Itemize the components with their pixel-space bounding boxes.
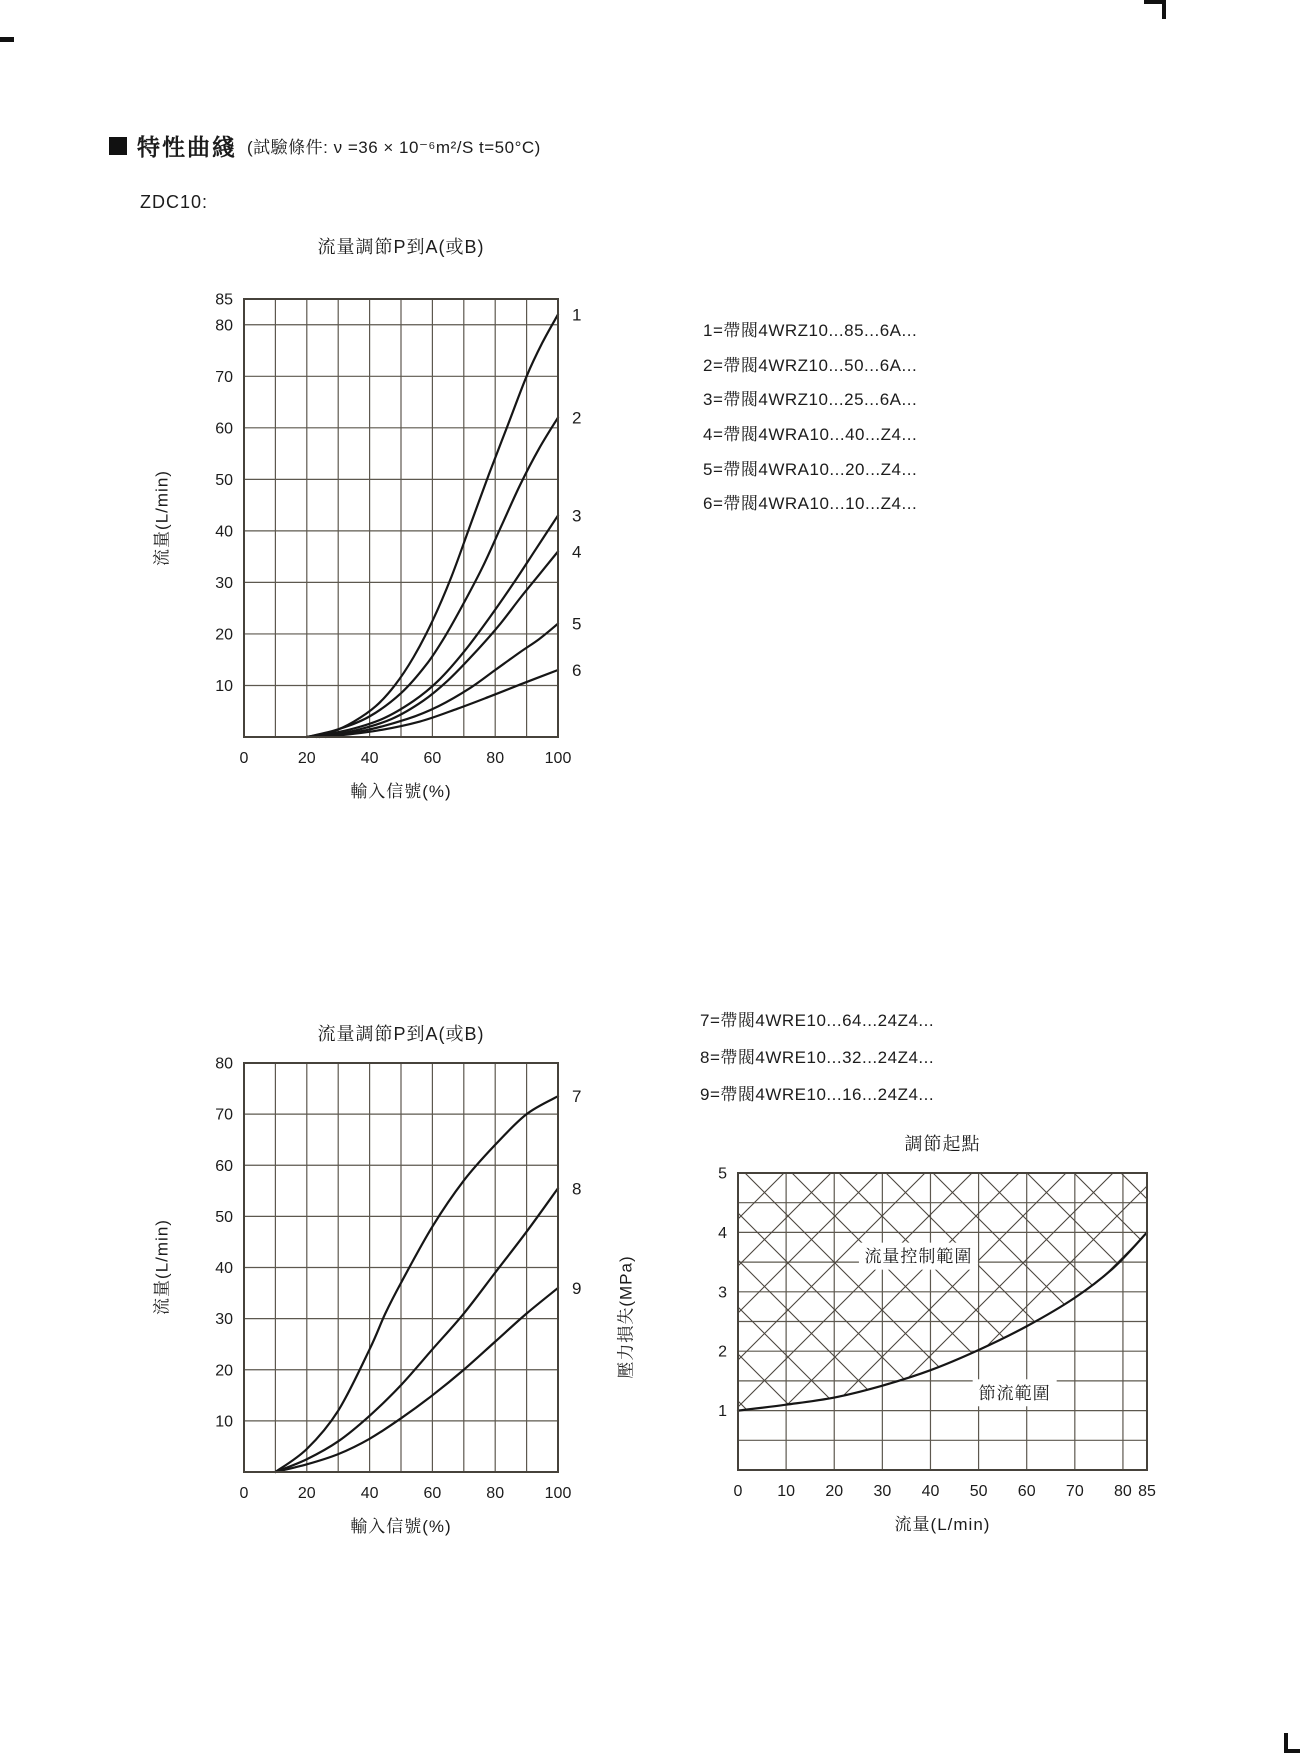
chart2-x-axis-label: 輸入信號(%) bbox=[350, 1517, 452, 1536]
curve-label-6: 6 bbox=[572, 661, 582, 681]
legend-item: 6=帶閥4WRA10...10...Z4... bbox=[703, 494, 918, 514]
y-tick-label: 60 bbox=[215, 1157, 233, 1175]
y-tick-label: 2 bbox=[718, 1343, 727, 1361]
chart3-plot bbox=[600, 1122, 1200, 1552]
chart2-plot bbox=[140, 1000, 640, 1560]
test-condition: (試驗條件: ν =36 × 10⁻⁶m²/S t=50°C) bbox=[247, 138, 541, 157]
curve-label-4: 4 bbox=[572, 542, 582, 562]
curve-label-1: 1 bbox=[572, 305, 582, 325]
x-tick-label: 85 bbox=[1138, 1483, 1156, 1500]
y-tick-label: 80 bbox=[215, 1055, 233, 1073]
x-tick-label: 100 bbox=[544, 750, 572, 767]
x-tick-label: 0 bbox=[239, 750, 249, 767]
curve-8 bbox=[275, 1188, 558, 1472]
curve-label-2: 2 bbox=[572, 408, 582, 428]
y-tick-label: 40 bbox=[215, 1260, 233, 1277]
crop-mark-left-dash bbox=[0, 37, 14, 42]
legend-curves-1-6 bbox=[703, 314, 917, 522]
legend-item: 4=帶閥4WRA10...40...Z4... bbox=[703, 425, 918, 445]
model-label: ZDC10: bbox=[140, 192, 209, 212]
y-tick-label: 70 bbox=[215, 1106, 233, 1124]
curve-7 bbox=[275, 1096, 558, 1472]
chart2-title: 流量調節P到A(或B) bbox=[317, 1024, 485, 1044]
x-tick-label: 0 bbox=[239, 1485, 249, 1502]
y-tick-label: 3 bbox=[718, 1284, 727, 1302]
chart3-x-axis-label: 流量(L/min) bbox=[894, 1515, 991, 1534]
curve-9 bbox=[275, 1288, 558, 1472]
legend-item: 7=帶閥4WRE10...64...24Z4... bbox=[700, 1011, 935, 1030]
x-tick-label: 70 bbox=[1065, 1483, 1084, 1500]
legend-item: 2=帶閥4WRZ10...50...6A... bbox=[703, 355, 918, 375]
x-tick-label: 20 bbox=[297, 750, 316, 767]
page-title: 特性曲綫 bbox=[137, 134, 237, 160]
curve-4 bbox=[316, 551, 558, 737]
flow-chart-zdc10-wre: 流量調節P到A(或B) 流量(L/min) 7 8 9 0 20 40 60 80 100 10 20 30 40 50 60 70 80 輸入信號(%) bbox=[140, 1000, 640, 1560]
x-tick-label: 50 bbox=[969, 1483, 988, 1500]
grid-lines bbox=[244, 1063, 558, 1472]
y-tick-label: 70 bbox=[215, 368, 233, 386]
crop-mark-top-right bbox=[1144, 0, 1166, 19]
curve-label-7: 7 bbox=[572, 1087, 582, 1107]
x-tick-label: 100 bbox=[544, 1485, 572, 1502]
x-tick-label: 20 bbox=[297, 1485, 316, 1502]
x-tick-label: 40 bbox=[921, 1483, 940, 1500]
y-tick-label: 4 bbox=[718, 1224, 727, 1242]
y-tick-label: 50 bbox=[215, 471, 233, 489]
section-bullet-icon bbox=[109, 137, 127, 155]
legend-item: 3=帶閥4WRZ10...25...6A... bbox=[703, 390, 918, 410]
curve-label-8: 8 bbox=[572, 1179, 582, 1199]
y-tick-label: 30 bbox=[215, 1311, 233, 1329]
x-tick-label: 60 bbox=[423, 1485, 442, 1502]
x-tick-label: 20 bbox=[825, 1483, 844, 1500]
y-tick-label: 20 bbox=[215, 626, 233, 644]
y-tick-label: 40 bbox=[215, 523, 233, 541]
chart1-plot bbox=[140, 228, 640, 818]
curve-label-3: 3 bbox=[572, 506, 582, 526]
x-tick-label: 80 bbox=[486, 1485, 505, 1502]
legend-item: 9=帶閥4WRE10...16...24Z4... bbox=[700, 1085, 935, 1104]
x-tick-label: 0 bbox=[733, 1483, 743, 1500]
y-tick-label: 1 bbox=[718, 1403, 727, 1421]
x-tick-label: 40 bbox=[360, 750, 379, 767]
page-header bbox=[109, 129, 541, 162]
y-tick-label: 5 bbox=[718, 1165, 727, 1183]
legend-curves-7-9 bbox=[700, 1002, 934, 1113]
x-tick-label: 60 bbox=[1017, 1483, 1036, 1500]
legend-item: 8=帶閥4WRE10...32...24Z4... bbox=[700, 1048, 935, 1067]
x-tick-label: 80 bbox=[1114, 1483, 1132, 1500]
curve-label-9: 9 bbox=[572, 1278, 582, 1298]
annotation-label: 節流範圍 bbox=[978, 1383, 1051, 1403]
flow-chart-zdc10-wrz-wra: 流量調節P到A(或B) 流量(L/min) 1 2 3 4 5 6 0 20 40 60 80 100 10 20 30 40 50 60 70 80 85 輸入信號(%) bbox=[140, 228, 640, 818]
y-tick-label: 60 bbox=[215, 420, 233, 438]
chart1-title: 流量調節P到A(或B) bbox=[317, 237, 485, 257]
y-tick-label: 20 bbox=[215, 1362, 233, 1380]
y-tick-label: 50 bbox=[215, 1208, 233, 1226]
chart3-title: 調節起點 bbox=[904, 1134, 981, 1154]
pressure-loss-chart: 調節起點 壓力損失(MPa) 0 10 20 30 40 50 60 70 80 85 1 2 3 4 5 流量控制範圍 節流範圍 流量(L/min) bbox=[600, 1122, 1200, 1552]
x-tick-label: 60 bbox=[423, 750, 442, 767]
x-tick-label: 10 bbox=[777, 1483, 796, 1500]
legend-item: 1=帶閥4WRZ10...85...6A... bbox=[703, 321, 918, 340]
annotation-label: 流量控制範圍 bbox=[864, 1247, 973, 1267]
y-tick-label: 85 bbox=[215, 291, 233, 309]
y-tick-label: 30 bbox=[215, 574, 233, 592]
x-tick-label: 30 bbox=[873, 1483, 892, 1500]
x-tick-label: 40 bbox=[360, 1485, 379, 1502]
y-tick-label: 10 bbox=[215, 677, 233, 695]
y-tick-label: 10 bbox=[215, 1413, 233, 1431]
x-tick-label: 80 bbox=[486, 750, 505, 767]
legend-item: 5=帶閥4WRA10...20...Z4... bbox=[703, 459, 918, 479]
curve-label-5: 5 bbox=[572, 614, 582, 634]
chart1-x-axis-label: 輸入信號(%) bbox=[350, 782, 452, 801]
crop-mark-bottom-right bbox=[1284, 1733, 1300, 1753]
grid-lines bbox=[244, 299, 558, 737]
y-tick-label: 80 bbox=[215, 317, 233, 335]
